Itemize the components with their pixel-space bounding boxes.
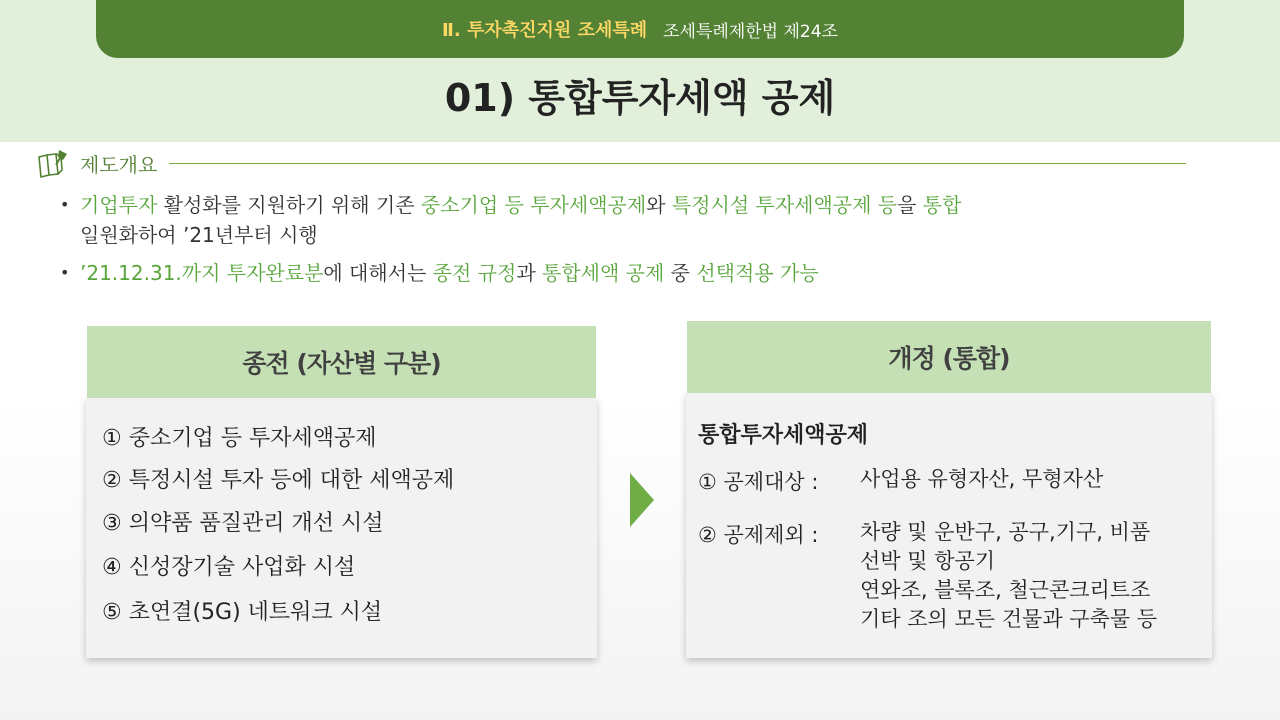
- body-text: 과: [516, 261, 543, 285]
- body-text: 을: [897, 193, 923, 217]
- section-title: Ⅱ. 투자촉진지원 조세특례: [442, 20, 648, 41]
- previous-rule-item: ① 중소기업 등 투자세액공제: [102, 426, 377, 451]
- section-law-reference: 조세특례제한법 제24조: [663, 21, 838, 42]
- exclusion-line: 기타 조의 모든 건물과 구축물 등: [860, 607, 1158, 631]
- previous-rules-header: 종전 (자산별 구분): [87, 326, 596, 398]
- body-text: 에 대해서는: [323, 261, 433, 285]
- bullet-item: [60, 190, 1210, 250]
- revised-rules-header: 개정 (통합): [687, 321, 1211, 393]
- previous-rule-item: ④ 신성장기술 사업화 시설: [102, 555, 356, 580]
- right-arrow-icon: [630, 473, 654, 527]
- body-text: 중: [664, 261, 697, 285]
- deduction-exclusion-value: [860, 518, 1157, 634]
- highlight-text: 선택적용 가능: [696, 261, 819, 285]
- exclusion-line: 선박 및 항공기: [860, 549, 996, 573]
- highlight-text: 중소기업 등 투자세액공제: [420, 193, 647, 217]
- deduction-target-label: ① 공제대상 :: [698, 470, 819, 494]
- highlight-text: ’21.12.31.까지 투자완료분: [80, 261, 324, 285]
- highlight-text: 통합세액 공제: [542, 261, 665, 285]
- exclusion-line: 연와조, 블록조, 철근콘크리트조: [860, 578, 1151, 602]
- previous-rule-item: ⑤ 초연결(5G) 네트워크 시설: [102, 600, 383, 625]
- deduction-exclusion-label: ② 공제제외 :: [698, 523, 819, 547]
- section-bar: [96, 0, 1184, 58]
- highlight-text: 특정시설 투자세액공제 등: [671, 193, 898, 217]
- highlight-text: 기업투자: [80, 193, 158, 217]
- overview-label: 제도개요: [80, 152, 158, 177]
- bullet-dot: •: [60, 195, 70, 214]
- exclusion-line: 차량 및 운반구, 공구,기구, 비품: [860, 520, 1151, 544]
- body-text: 활성화를 지원하기 위해 기존: [157, 193, 421, 217]
- revised-rules-title: 통합투자세액공제: [698, 423, 869, 448]
- highlight-text: 통합: [922, 193, 962, 217]
- deduction-target-value: 사업용 유형자산, 무형자산: [860, 467, 1104, 491]
- bullet-dot: •: [60, 263, 70, 282]
- previous-rule-item: ② 특정시설 투자 등에 대한 세액공제: [102, 468, 455, 493]
- previous-rule-item: ③ 의약품 품질관리 개선 시설: [102, 511, 384, 536]
- overview-heading: [36, 148, 1186, 178]
- body-text: 와: [646, 193, 672, 217]
- page-title: 01) 통합투자세액 공제: [444, 76, 836, 120]
- notebook-pin-icon: [36, 148, 70, 178]
- bullet-list: [60, 190, 1210, 288]
- body-text: 일원화하여 ’21년부터 시행: [80, 223, 318, 247]
- highlight-text: 종전 규정: [432, 261, 517, 285]
- divider: [169, 163, 1186, 164]
- bullet-item: [60, 258, 1210, 288]
